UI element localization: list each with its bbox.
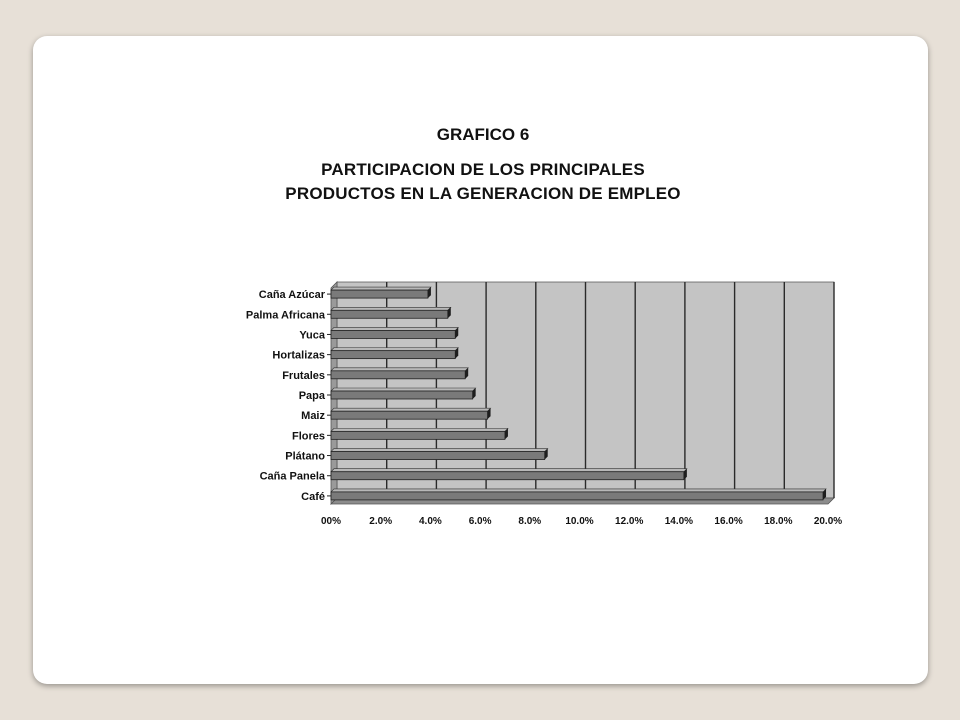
bar-top bbox=[331, 469, 687, 472]
x-tick-label: 4.0% bbox=[419, 516, 442, 527]
x-tick-label: 14.0% bbox=[664, 516, 694, 527]
x-tick-label: 18.0% bbox=[764, 516, 793, 527]
category-label: Maiz bbox=[301, 410, 325, 423]
category-label: Frutales bbox=[282, 369, 325, 382]
category-label: Plátano bbox=[285, 450, 325, 463]
x-tick-label: 8.0% bbox=[518, 516, 542, 527]
category-label: Caña Azúcar bbox=[258, 289, 325, 302]
bar-top bbox=[331, 307, 451, 310]
bar bbox=[331, 310, 448, 318]
x-tick-label: 2.0% bbox=[369, 516, 393, 527]
bar-top bbox=[331, 489, 826, 492]
bar bbox=[331, 452, 545, 460]
slide-panel bbox=[33, 36, 928, 684]
x-tick-label: 10.0% bbox=[565, 516, 594, 527]
x-tick-label: 6.0% bbox=[468, 516, 492, 527]
bar bbox=[331, 351, 455, 359]
category-label: Yuca bbox=[299, 329, 325, 342]
category-label: Café bbox=[301, 490, 325, 503]
bar bbox=[331, 371, 465, 379]
chart bbox=[183, 125, 843, 548]
x-tick-label: 00% bbox=[320, 516, 342, 527]
bar bbox=[331, 330, 455, 338]
bar bbox=[331, 290, 428, 298]
bar-top bbox=[331, 428, 508, 431]
bar-top bbox=[331, 388, 476, 391]
category-label: Hortalizas bbox=[272, 349, 325, 362]
x-tick-label: 16.0% bbox=[714, 516, 743, 527]
bar bbox=[331, 411, 488, 419]
x-tick-label: 12.0% bbox=[615, 516, 644, 527]
bar-top bbox=[331, 348, 458, 351]
chart-title-partial-text: GRAFICO 6 bbox=[436, 125, 530, 144]
bar-chart-svg bbox=[183, 128, 843, 548]
chart-title-line-1: PARTICIPACION DE LOS PRINCIPALES bbox=[321, 160, 645, 179]
bar-top bbox=[331, 327, 458, 330]
x-tick-label: 20.0% bbox=[813, 516, 843, 527]
bar bbox=[331, 391, 473, 399]
chart-title-line-2: PRODUCTOS EN LA GENERACION DE EMPLEO bbox=[285, 184, 681, 203]
bar-top bbox=[331, 449, 548, 452]
bar bbox=[331, 472, 684, 480]
bar-top bbox=[331, 408, 491, 411]
category-label: Papa bbox=[298, 390, 325, 402]
bar bbox=[331, 492, 823, 500]
category-label: Palma Africana bbox=[245, 309, 325, 322]
bar-top bbox=[331, 368, 468, 371]
bar bbox=[331, 431, 505, 439]
category-label: Caña Panela bbox=[259, 470, 325, 483]
category-label: Flores bbox=[291, 430, 325, 443]
bar-top bbox=[331, 287, 431, 290]
